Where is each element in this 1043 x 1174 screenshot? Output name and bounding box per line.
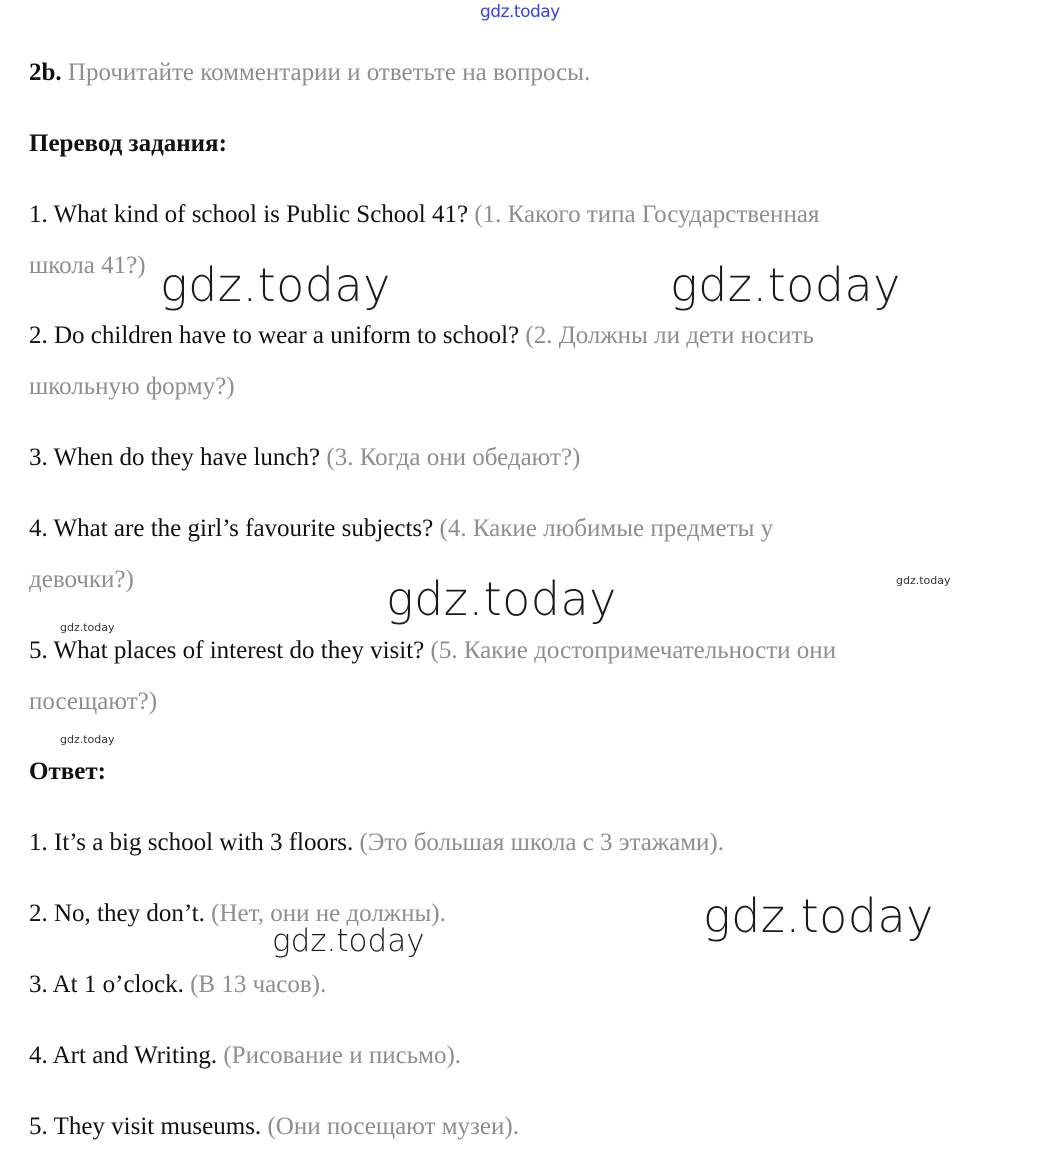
answer-3-ru: (В 13 часов). [190,971,327,998]
watermark-top: gdz.today [480,2,560,22]
question-4-en: 4. What are the girl’s favourite subjects? [29,515,434,542]
question-4 [29,516,773,541]
question-3 [29,445,580,470]
answer-1-ru: (Это большая школа с 3 этажами). [359,829,724,856]
watermark-big-2: gdz.today [670,258,901,312]
answer-2 [29,901,446,926]
question-4-ru: (4. Какие любимые предметы у [439,515,774,542]
answer-heading: Ответ: [29,758,106,785]
question-5-ru: (5. Какие достопримечательности они [430,637,837,664]
task-text: Прочитайте комментарии и ответьте на вопросы. [67,59,591,86]
question-5-ru-cont: посещают?) [29,688,158,715]
question-2 [29,323,814,348]
answer-4-en: 4. Art and Writing. [29,1042,218,1069]
question-3-en: 3. When do they have lunch? [29,444,321,471]
question-3-ru: (3. Когда они обедают?) [326,444,581,471]
answer-5 [29,1114,519,1139]
answer-1-en: 1. It’s a big school with 3 floors. [29,829,354,856]
question-5-en: 5. What places of interest do they visit? [29,637,425,664]
question-1-ru: (1. Какого типа Государственная [474,201,820,228]
question-5 [29,638,836,663]
answer-5-en: 5. They visit museums. [29,1113,262,1140]
task-title [29,60,590,85]
question-2-ru-cont: школьную форму?) [29,373,235,400]
answer-3-en: 3. At 1 o’clock. [29,971,184,998]
task-label: 2b. [29,59,62,86]
answer-4-ru: (Рисование и письмо). [223,1042,462,1069]
watermark-big-4: gdz.today [703,889,934,943]
answer-2-ru: (Нет, они не должны). [211,900,446,927]
watermark-small-3: gdz.today [60,733,115,746]
question-1 [29,202,819,227]
watermark-small-2: gdz.today [60,621,115,634]
watermark-small-1: gdz.today [896,574,951,587]
answer-4 [29,1043,461,1068]
watermark-mid: gdz.today [272,923,425,959]
question-2-ru: (2. Должны ли дети носить [525,322,814,349]
question-1-ru-cont: школа 41?) [29,252,146,279]
question-1-en: 1. What kind of school is Public School 41? [29,201,469,228]
question-2-en: 2. Do children have to wear a uniform to school? [29,322,520,349]
answer-3 [29,972,326,997]
watermark-big-1: gdz.today [160,258,391,312]
answer-1 [29,830,724,855]
watermark-big-3: gdz.today [386,572,617,626]
answer-5-ru: (Они посещают музеи). [267,1113,519,1140]
translation-heading: Перевод задания: [29,130,227,157]
answer-2-en: 2. No, they don’t. [29,900,205,927]
question-4-ru-cont: девочки?) [29,566,134,593]
